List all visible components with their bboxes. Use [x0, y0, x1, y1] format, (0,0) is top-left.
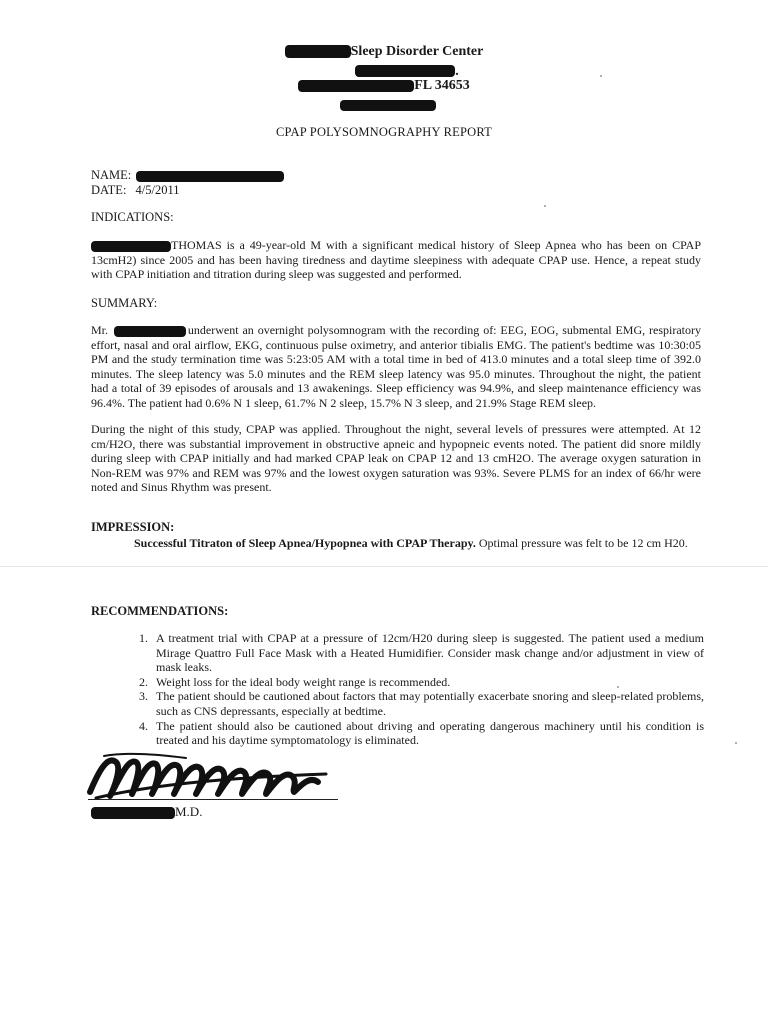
redaction-block	[298, 80, 414, 92]
recommendation-item: 4. The patient should also be cautioned about driving and operating dangerous machinery until his condition is treated and his daytime symptomatology is eliminated.	[139, 718, 704, 748]
scan-speck	[544, 205, 546, 207]
recommendation-item: 2. Weight loss for the ideal body weight range is recommended.	[139, 674, 451, 689]
redaction-block	[355, 65, 455, 77]
address-line-2	[0, 78, 768, 94]
redaction-block	[91, 807, 175, 819]
recommendation-item: 3. The patient should be cautioned about factors that may potentially exacerbate snoring and sleep-related problems, such as CNS depressants, especially at bedtime.	[139, 689, 704, 718]
impression-bold: Successful Titraton of Sleep Apnea/Hypopnea with CPAP Therapy.	[134, 536, 476, 550]
scan-divider	[0, 566, 768, 567]
impression-heading: IMPRESSION:	[91, 520, 175, 534]
redaction-block	[114, 326, 186, 337]
signature-name-row	[91, 804, 202, 820]
redaction-block	[136, 171, 284, 182]
address-line-1: .	[0, 62, 768, 80]
summary-body-1: underwent an overnight polysomnogram with the recording of: EEG, EOG, submental EMG, respiratory effort, nasal and oral airflow, EKG, continuous pulse oximetry, and anterior tibialis EMG. The patient's bedtime was 10:30:05 PM and the study termination time was 5:23:05 AM with a total time in bed of 413.0 minutes and a total sleep time of 392.0 minutes. The sleep latency was 5.0 minutes and the REM sleep latency was 95.0 minutes. Throughout the night, the patient had a total of 39 episodes of arousals and 13 awakenings. Sleep efficiency was 94.9%, and sleep maintenance efficiency was 96.4%. The patient had 0.6% N 1 sleep, 61.7% N 2 sleep, 15.7% N 3 sleep, and 21.9% Stage REM sleep.	[91, 323, 702, 410]
impression-body: Optimal pressure was felt to be 12 cm H20.	[478, 536, 688, 550]
redaction-block	[91, 241, 171, 252]
center-name: Sleep Disorder Center	[350, 44, 484, 59]
name-row	[91, 168, 284, 183]
recommendations-list	[120, 631, 704, 748]
indications-text	[91, 238, 701, 282]
impression-text	[134, 536, 724, 551]
report-title: CPAP POLYSOMNOGRAPHY REPORT	[276, 125, 492, 139]
address-suffix: FL 34653	[414, 78, 470, 93]
date-row	[91, 183, 180, 198]
summary-paragraph-1	[91, 323, 701, 411]
summary-paragraph-2: During the night of this study, CPAP was applied. Throughout the night, several levels of pressures were attempted. At 12 cm/H2O, there was substantial improvement in obstructive apneic and hypopneic events noted. The patient did snore mildly during sleep with CPAP initially and had marked CPAP leak on CPAP 12 and 13 cmH2O. The average oxygen saturation in Non-REM was 97% and REM was 97% and the lowest oxygen saturation was 93%. Severe PLMS for an index of 66/hr were noted and Sinus Rhythm was present.	[91, 422, 701, 495]
redaction-block	[285, 45, 351, 58]
summary-heading: SUMMARY:	[91, 296, 158, 310]
recommendations-heading: RECOMMENDATIONS:	[91, 604, 229, 618]
signature-line	[88, 799, 338, 800]
date-label: DATE:	[91, 183, 127, 197]
redaction-block	[340, 100, 436, 111]
center-name-line	[0, 44, 768, 60]
name-label: NAME:	[91, 168, 132, 182]
indications-body: THOMAS is a 49-year-old M with a significant medical history of Sleep Apnea who has been on CPAP 13cmH2) since 2005 and has been having tiredness and daytime sleepiness with adequate CPAP use. Hence, a repeat study with CPAP initiation and titration during sleep was suggested and performed.	[91, 238, 701, 282]
signature-suffix: M.D.	[175, 804, 203, 819]
address-line-3	[0, 96, 768, 114]
scan-speck	[735, 742, 737, 744]
date-value: 4/5/2011	[135, 183, 180, 197]
recommendation-item: 1. A treatment trial with CPAP at a pressure of 12cm/H20 during sleep is suggested. The patient used a medium Mirage Quattro Full Face Mask with a Heated Humidifier. Consider mask change and/or adjustment in view of mask leaks.	[139, 631, 704, 675]
scan-speck	[600, 75, 602, 77]
summary-prefix: Mr.	[91, 323, 109, 337]
scan-speck	[617, 686, 619, 688]
indications-heading: INDICATIONS:	[91, 210, 174, 224]
handwritten-signature	[86, 748, 336, 806]
